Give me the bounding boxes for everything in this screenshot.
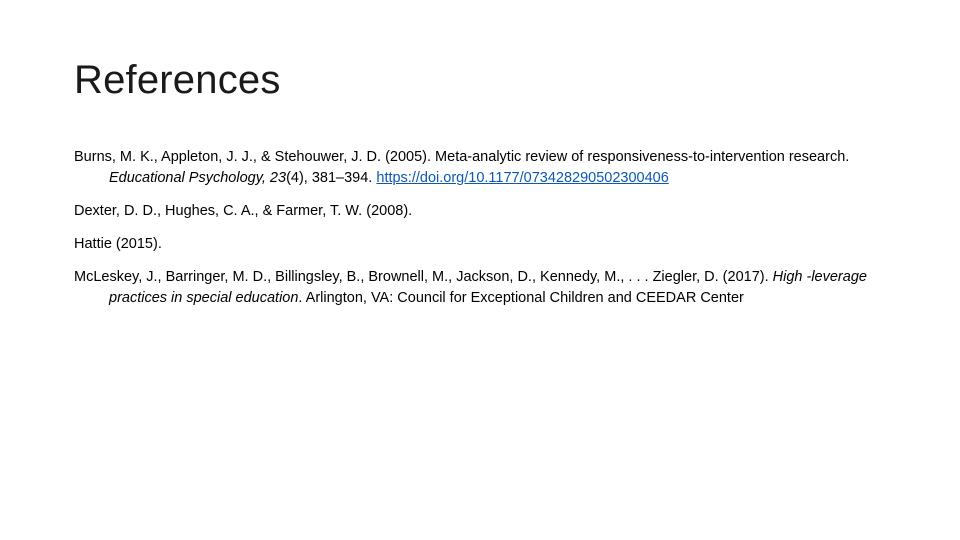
- page-title: References: [74, 58, 281, 102]
- reference-mcleskey-2017: [74, 267, 904, 309]
- reference-book-title: High -leverage practices in special education: [109, 269, 867, 306]
- reference-issue-pages: (4), 381–394.: [286, 170, 377, 186]
- reference-journal: Educational Psychology, 23: [109, 170, 287, 186]
- reference-dexter-2008: [74, 201, 904, 222]
- reference-hattie-2015: [74, 234, 904, 255]
- reference-text: Hattie (2015).: [74, 236, 162, 252]
- reference-text: Dexter, D. D., Hughes, C. A., & Farmer, T. W. (2008).: [74, 203, 413, 219]
- reference-authors: McLeskey, J., Barringer, M. D., Billingsley, B., Brownell, M., Jackson, D., Kennedy, M., . . . Ziegler, D. (2017).: [74, 269, 773, 285]
- reference-authors: Burns, M. K., Appleton, J. J., & Stehouwer, J. D. (2005). Meta-analytic review of responsiveness-to-intervention research.: [74, 149, 850, 165]
- reference-list: [74, 147, 904, 321]
- doi-link[interactable]: https://doi.org/10.1177/073428290502300406: [376, 170, 669, 186]
- reference-publisher: . Arlington, VA: Council for Exceptional Children and CEEDAR Center: [298, 290, 744, 306]
- reference-burns-2005: [74, 147, 904, 189]
